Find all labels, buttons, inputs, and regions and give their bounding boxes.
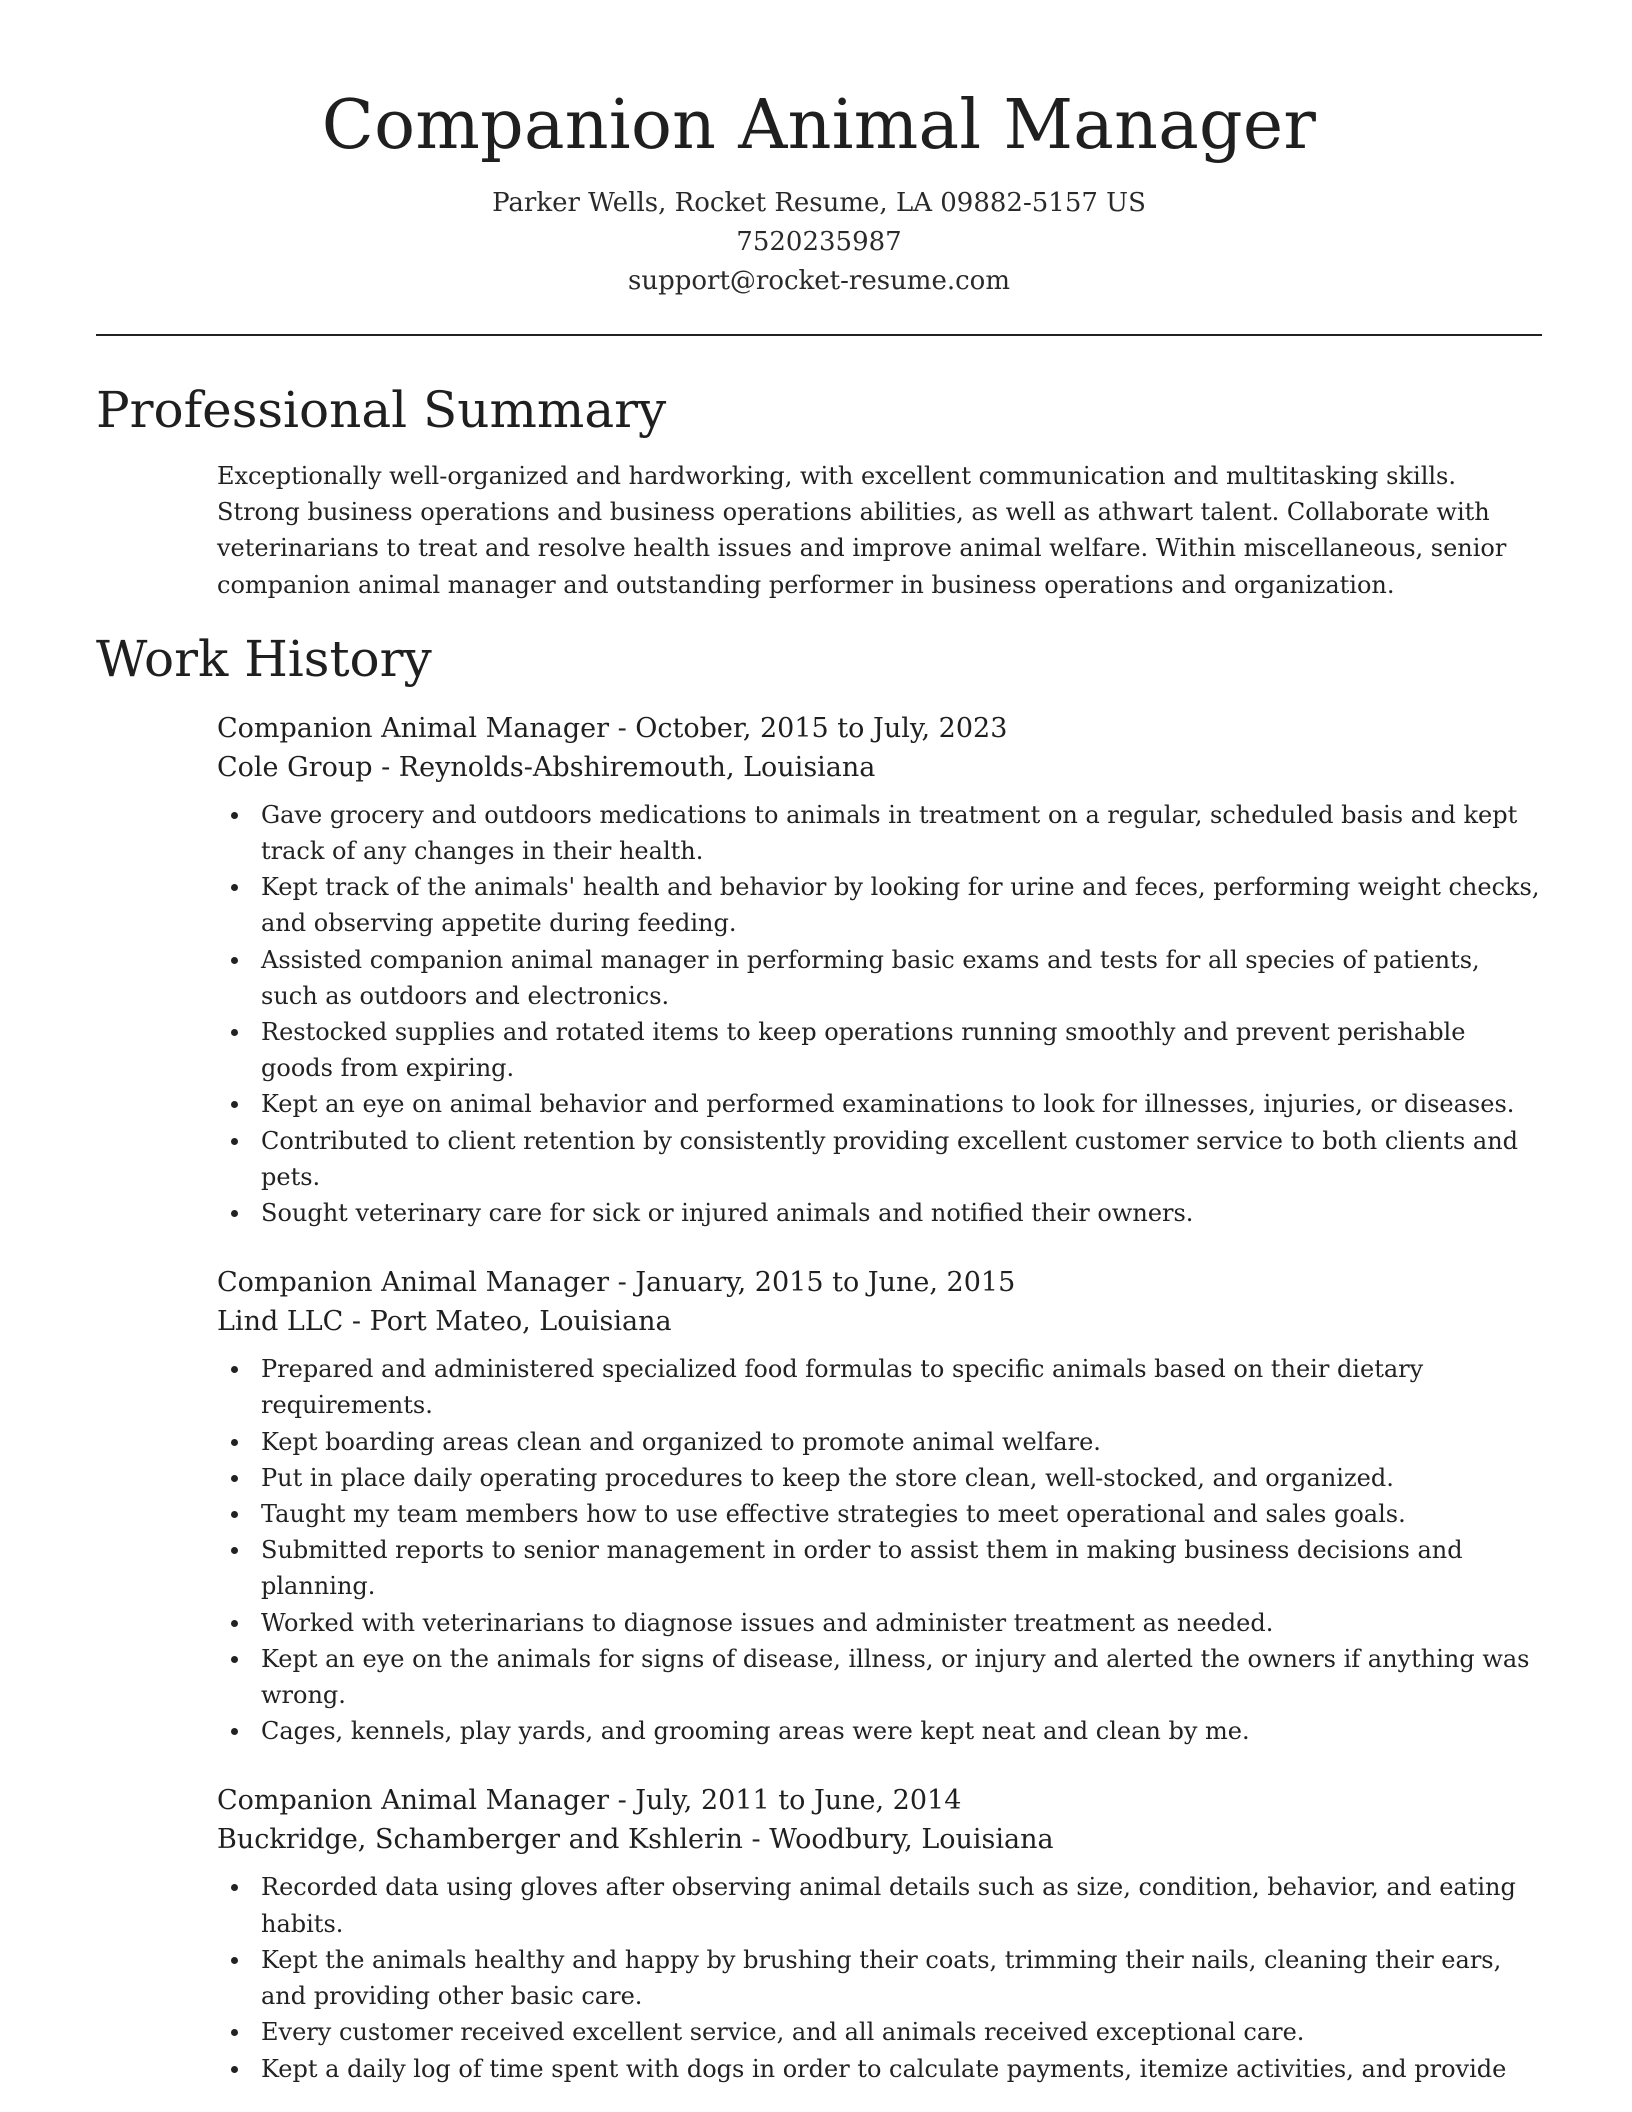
bullet-dot-icon: [231, 884, 238, 891]
bullet-dot-icon: [231, 1475, 238, 1482]
bullet-dot-icon: [231, 1138, 238, 1145]
job-bullet-list: [217, 1351, 1542, 1749]
job-company-line: Cole Group - Reynolds-Abshiremouth, Louisiana: [217, 751, 876, 783]
resume-title: Companion Animal Manager: [321, 86, 1317, 165]
job-bullet: [217, 1942, 1542, 2014]
job-bullet-text: Every customer received excellent service, and all animals received exceptional care.: [261, 2018, 1305, 2047]
job-bullet: [217, 797, 1542, 869]
job-bullet: [217, 1351, 1542, 1423]
bullet-dot-icon: [231, 1957, 238, 1964]
job-bullet-text: Kept boarding areas clean and organized to promote animal welfare.: [261, 1427, 1101, 1456]
job-bullet-list: [217, 797, 1542, 1231]
job-bullet: [217, 1496, 1542, 1532]
job-bullet-text: Contributed to client retention by consistently providing excellent customer service to both clients and pets.: [261, 1126, 1519, 1191]
bullet-dot-icon: [231, 1656, 238, 1663]
job-bullet: [217, 1195, 1542, 1231]
bullet-dot-icon: [231, 1366, 238, 1373]
job-bullet-text: Kept an eye on animal behavior and performed examinations to look for illnesses, injuries, or diseases.: [261, 1090, 1515, 1119]
job-bullet-text: Put in place daily operating procedures to keep the store clean, well-stocked, and organized.: [261, 1463, 1394, 1492]
job-bullet-text: Cages, kennels, play yards, and grooming areas were kept neat and clean by me.: [261, 1717, 1250, 1746]
resume-page: [96, 78, 1542, 2087]
job-bullet: [217, 2014, 1542, 2050]
job-company-line: Lind LLC - Port Mateo, Louisiana: [217, 1306, 672, 1338]
bullet-dot-icon: [231, 1210, 238, 1217]
job-bullet: [217, 1532, 1542, 1604]
job-bullet-text: Gave grocery and outdoors medications to animals in treatment on a regular, scheduled basis and kept track of any changes in their health.: [261, 800, 1518, 866]
job-company-line: Buckridge, Schamberger and Kshlerin - Woodbury, Louisiana: [217, 1824, 1054, 1856]
job-bullet-text: Kept track of the animals' health and behavior by looking for urine and feces, performing weight checks, and observing appetite during feeding.: [261, 873, 1540, 938]
job-bullet-text: Kept the animals healthy and happy by brushing their coats, trimming their nails, cleaning their ears, and providing other basic care.: [261, 1945, 1502, 2011]
work-history-heading: Work History: [96, 629, 432, 688]
header-divider: [96, 334, 1542, 336]
job-bullet: [217, 1123, 1542, 1195]
job-bullet-text: Assisted companion animal manager in performing basic exams and tests for all species of patients, such as outdoors and electronics.: [261, 945, 1480, 1010]
job-bullet: [217, 1641, 1542, 1713]
job-entry: [217, 1781, 1542, 2086]
job-bullet: [217, 1869, 1542, 1941]
bullet-dot-icon: [231, 1547, 238, 1554]
job-title-line: Companion Animal Manager - July, 2011 to June, 2014: [217, 1785, 962, 1817]
job-bullet: [217, 1086, 1542, 1122]
bullet-dot-icon: [231, 812, 238, 819]
contact-address: Parker Wells, Rocket Resume, LA 09882-5157 US: [492, 188, 1146, 218]
bullet-dot-icon: [231, 2066, 238, 2073]
job-bullet-list: [217, 1869, 1542, 2086]
job-title-line: Companion Animal Manager - January, 2015 to June, 2015: [217, 1267, 1016, 1299]
job-bullet-text: Restocked supplies and rotated items to keep operations running smoothly and prevent perishable goods from expiring.: [261, 1018, 1466, 1083]
bullet-dot-icon: [231, 1439, 238, 1446]
bullet-dot-icon: [231, 1620, 238, 1627]
job-bullet: [217, 2051, 1542, 2087]
bullet-dot-icon: [231, 1884, 238, 1891]
job-bullet: [217, 942, 1542, 1014]
job-bullet-text: Prepared and administered specialized food formulas to specific animals based on their dietary requirements.: [261, 1355, 1424, 1420]
job-bullet-text: Kept a daily log of time spent with dogs in order to calculate payments, itemize activities, and provide: [261, 2054, 1507, 2083]
bullet-dot-icon: [231, 1728, 238, 1735]
job-bullet-text: Submitted reports to senior management in order to assist them in making business decisions and planning.: [261, 1536, 1463, 1601]
summary-text: Exceptionally well-organized and hardworking, with excellent communication and multitasking skills. Strong business operations and business operations abilities, as well as athwart talent. Collaborate with veterinarians to treat and resolve health issues and improve animal welfare. Within miscellaneous, senior companion animal manager and outstanding performer in business operations and organization.: [217, 462, 1507, 599]
contact-phone: 7520235987: [736, 227, 902, 257]
job-title-line: Companion Animal Manager - October, 2015 to July, 2023: [217, 712, 1008, 744]
job-entry: [217, 1263, 1542, 1749]
contact-email: support@rocket-resume.com: [627, 266, 1010, 296]
job-bullet: [217, 1460, 1542, 1496]
bullet-dot-icon: [231, 1511, 238, 1518]
job-bullet-text: Kept an eye on the animals for signs of disease, illness, or injury and alerted the owners if anything was wrong.: [261, 1644, 1530, 1710]
job-bullet-text: Recorded data using gloves after observing animal details such as size, condition, behavior, and eating habits.: [261, 1873, 1516, 1938]
job-bullet: [217, 869, 1542, 941]
job-bullet: [217, 1713, 1542, 1749]
job-bullet-text: Taught my team members how to use effective strategies to meet operational and sales goals.: [261, 1500, 1406, 1529]
contact-block: [96, 184, 1542, 301]
bullet-dot-icon: [231, 1101, 238, 1108]
resume-header: [96, 78, 1542, 301]
bullet-dot-icon: [231, 957, 238, 964]
bullet-dot-icon: [231, 2029, 238, 2036]
summary-heading: Professional Summary: [96, 381, 667, 439]
job-bullet: [217, 1605, 1542, 1641]
job-bullet: [217, 1424, 1542, 1460]
bullet-dot-icon: [231, 1029, 238, 1036]
job-entry: [217, 709, 1542, 1231]
job-bullet-text: Worked with veterinarians to diagnose issues and administer treatment as needed.: [261, 1608, 1274, 1637]
job-bullet-text: Sought veterinary care for sick or injured animals and notified their owners.: [261, 1199, 1194, 1228]
job-bullet: [217, 1014, 1542, 1086]
